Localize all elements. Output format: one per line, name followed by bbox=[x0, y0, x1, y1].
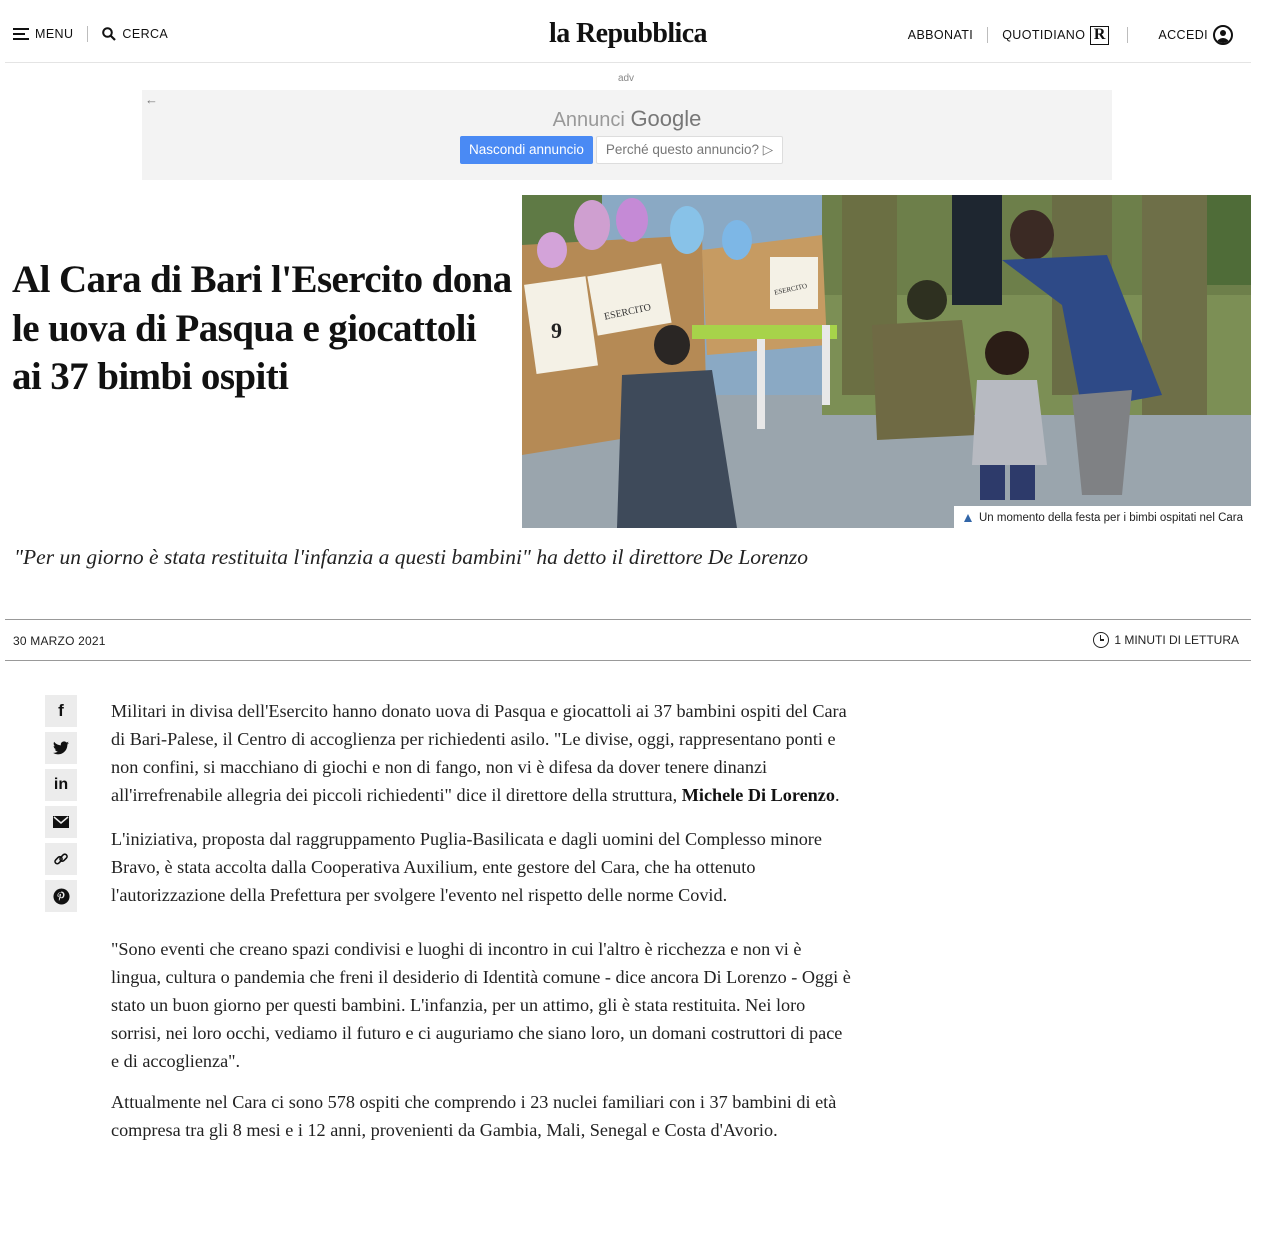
person-name: Michele Di Lorenzo bbox=[681, 785, 835, 805]
share-pinterest-button[interactable] bbox=[45, 880, 77, 912]
login-button[interactable] bbox=[1158, 25, 1233, 45]
why-this-ad-button[interactable]: Perché questo annuncio? ▷ bbox=[596, 136, 783, 164]
reading-time bbox=[1093, 632, 1239, 648]
facebook-icon: f bbox=[58, 701, 64, 720]
box-label-1: ESERCITO bbox=[603, 302, 653, 323]
repubblica-r-icon: R bbox=[1090, 26, 1109, 45]
ad-banner bbox=[142, 90, 1112, 180]
login-label: ACCEDI bbox=[1158, 28, 1208, 42]
email-icon bbox=[53, 816, 69, 828]
article-headline: Al Cara di Bari l'Esercito dona le uova di Pasqua e giocattoli ai 37 bimbi ospiti bbox=[12, 258, 512, 398]
p1-end: . bbox=[834, 785, 840, 805]
box-label-2: ESERCITO bbox=[773, 281, 808, 297]
photo-caption-text: Un momento della festa per i bimbi ospitati nel Cara bbox=[979, 512, 1243, 524]
top-navigation-bar bbox=[5, 0, 1251, 63]
article-photo[interactable] bbox=[522, 195, 1251, 528]
site-logo[interactable]: la Repubblica bbox=[549, 18, 707, 49]
photo-illustration bbox=[522, 195, 1251, 528]
article-date: 30 MARZO 2021 bbox=[13, 634, 106, 648]
article-subtitle: "Per un giorno è stata restituita l'infanzia a questi bambini" ha detto il direttore De Lorenzo bbox=[14, 545, 809, 569]
share-toolbar bbox=[45, 695, 77, 912]
hide-ad-button[interactable]: Nascondi annuncio bbox=[460, 136, 593, 164]
header-divider bbox=[987, 27, 988, 43]
link-icon bbox=[53, 851, 69, 867]
ad-back-arrow-icon[interactable]: ← bbox=[145, 92, 158, 107]
article-body bbox=[111, 697, 851, 1160]
article-paragraph-4: Attualmente nel Cara ci sono 578 ospiti che comprendo i 23 nuclei familiari con i 37 bambini di età compresa tra gli 8 mesi e i 12 anni, provenienti da Gambia, Mali, Senegal e Costa d'Avorio. bbox=[111, 1092, 837, 1140]
article-paragraph-2: L'iniziativa, proposta dal raggruppamento Puglia-Basilicata e dagli uomini del Complesso minore Bravo, è stata accolta dalla Cooperativa Auxilium, ente gestore del Cara, che ha ottenuto l'autorizzazione della Prefettura per svolgere l'evento nel rispetto delle norme Covid. bbox=[111, 829, 822, 905]
photo-caption bbox=[954, 506, 1251, 528]
article-paragraph-1 bbox=[111, 697, 851, 809]
caption-triangle-icon bbox=[964, 514, 972, 522]
search-label: CERCA bbox=[122, 27, 169, 41]
article-paragraph-3: "Sono eventi che creano spazi condivisi e luoghi di incontro in cui l'altro è ricchezza e non vi è lingua, cultura o pandemia che freni il desiderio di Identità comune - dice ancora Di Lorenzo - Oggi è stato un buon giorno per questi bambini. L'infanzia, per un attimo, gli è stata restituita. Nei loro sorrisi, nei loro occhi, vediamo il futuro e ci auguriamo che siano loro, un domani costruttori di pace e di accoglienza". bbox=[111, 939, 851, 1071]
article-meta-row bbox=[5, 619, 1251, 661]
clock-icon bbox=[1093, 632, 1109, 648]
newspaper-link[interactable] bbox=[1002, 26, 1109, 45]
p1-text: Militari in divisa dell'Esercito hanno donato uova di Pasqua e giocattoli ai 37 bambini ospiti del Cara di Bari-Palese, il Centro di accoglienza per richiedenti asilo. "Le divise, oggi, rappresentano ponti e non confini, si macchiano di giochi e non di fango, non vi è difesa da dover tenere dinanzi all'irrefrenabile allegria dei piccoli richiedenti" dice il direttore della struttura, bbox=[111, 701, 847, 805]
user-account-icon bbox=[1213, 25, 1233, 45]
newspaper-label: QUOTIDIANO bbox=[1002, 28, 1086, 42]
subscribe-label: ABBONATI bbox=[907, 28, 974, 42]
ad-buttons bbox=[460, 136, 783, 164]
share-linkedin-button[interactable] bbox=[45, 769, 77, 801]
box-badge-number: 9 bbox=[551, 318, 562, 343]
share-facebook-button[interactable] bbox=[45, 695, 77, 727]
pinterest-icon bbox=[53, 888, 70, 905]
twitter-icon bbox=[53, 741, 69, 755]
header-right-group bbox=[908, 25, 1233, 45]
ad-annunci-text: Annunci bbox=[552, 109, 625, 131]
google-logo: Google bbox=[630, 106, 702, 131]
share-twitter-button[interactable] bbox=[45, 732, 77, 764]
copy-link-button[interactable] bbox=[45, 843, 77, 875]
reading-time-text: 1 MINUTI DI LETTURA bbox=[1114, 633, 1239, 647]
ad-google-label bbox=[142, 106, 1112, 132]
linkedin-icon: in bbox=[53, 776, 69, 793]
share-email-button[interactable] bbox=[45, 806, 77, 838]
header-divider bbox=[1127, 27, 1128, 43]
subscribe-link[interactable] bbox=[908, 28, 973, 42]
menu-label: MENU bbox=[35, 27, 74, 41]
adv-label: adv bbox=[617, 73, 635, 84]
